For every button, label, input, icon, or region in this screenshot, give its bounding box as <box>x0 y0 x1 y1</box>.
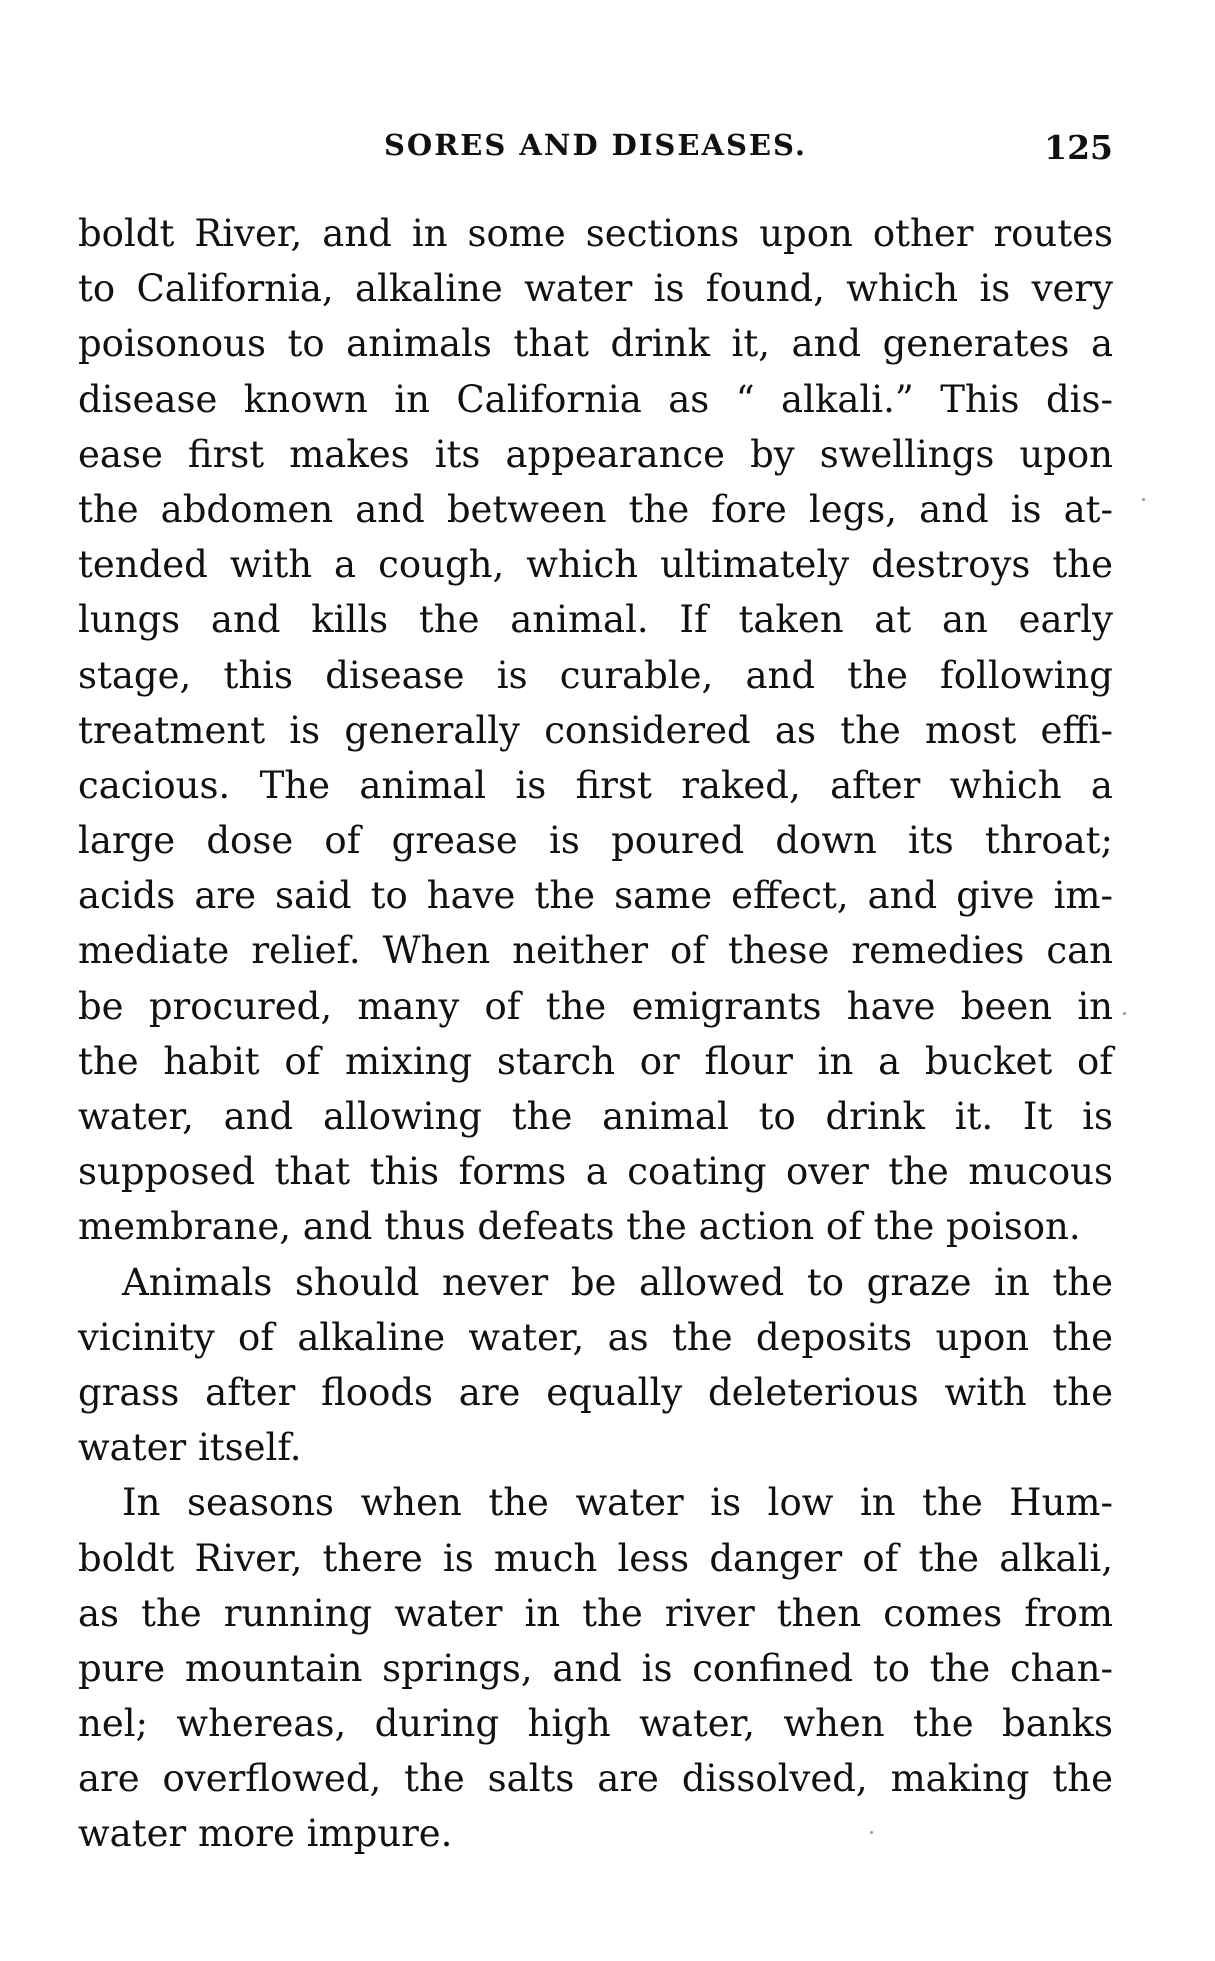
text-line: large dose of grease is poured down its throat; <box>78 819 1113 863</box>
text-line: boldt River, there is much less danger of the alkali, <box>78 1536 1113 1580</box>
running-head: SORES AND DISEASES. <box>383 128 807 162</box>
text-line: cacious. The animal is first raked, after which a <box>78 763 1113 807</box>
text-line: poisonous to animals that drink it, and generates a <box>78 322 1113 366</box>
text-line: supposed that this forms a coating over the mucous <box>78 1150 1113 1194</box>
text-line: as the running water in the river then comes from <box>78 1591 1113 1635</box>
page-number: 125 <box>1044 128 1113 167</box>
text-line: grass after floods are equally deleterious with the <box>78 1370 1113 1414</box>
body-text <box>78 206 1113 1862</box>
text-line: tended with a cough, which ultimately destroys the <box>78 543 1113 587</box>
page-header <box>78 128 1113 178</box>
text-line: vicinity of alkaline water, as the deposits upon the <box>78 1315 1113 1359</box>
text-line: ease first makes its appearance by swellings upon <box>78 432 1113 476</box>
text-line: boldt River, and in some sections upon other routes <box>78 212 1113 255</box>
text-line: pure mountain springs, and is confined to the chan- <box>78 1646 1113 1690</box>
text-line: water, and allowing the animal to drink it. It is <box>78 1095 1113 1138</box>
text-line: be procured, many of the emigrants have been in <box>78 984 1113 1028</box>
paragraph-start-line: In seasons when the water is low in the Hum- <box>122 1481 1113 1525</box>
text-line: nel; whereas, during high water, when the banks <box>78 1702 1113 1746</box>
text-line: to California, alkaline water is found, which is very <box>78 267 1113 311</box>
text-line: water more impure. <box>78 1812 453 1856</box>
text-line: disease known in California as “ alkali.” This dis- <box>78 377 1113 421</box>
text-line: the habit of mixing starch or flour in a bucket of <box>78 1039 1113 1083</box>
text-line: treatment is generally considered as the most effi- <box>78 708 1113 752</box>
paper-speck <box>1123 1012 1126 1015</box>
text-line: water itself. <box>78 1426 302 1470</box>
text-line: stage, this disease is curable, and the following <box>78 653 1113 697</box>
text-line: are overflowed, the salts are dissolved, making the <box>78 1757 1113 1801</box>
text-line: the abdomen and between the fore legs, and is at- <box>78 487 1113 531</box>
text-line: membrane, and thus defeats the action of the poison. <box>78 1205 1081 1249</box>
paper-speck <box>870 1831 873 1834</box>
paragraph-start-line: Animals should never be allowed to graze in the <box>122 1260 1113 1304</box>
text-line: acids are said to have the same effect, and give im- <box>78 874 1113 918</box>
text-line: mediate relief. When neither of these remedies can <box>78 929 1113 973</box>
text-line: lungs and kills the animal. If taken at an early <box>78 598 1113 642</box>
paper-speck <box>1142 498 1145 501</box>
